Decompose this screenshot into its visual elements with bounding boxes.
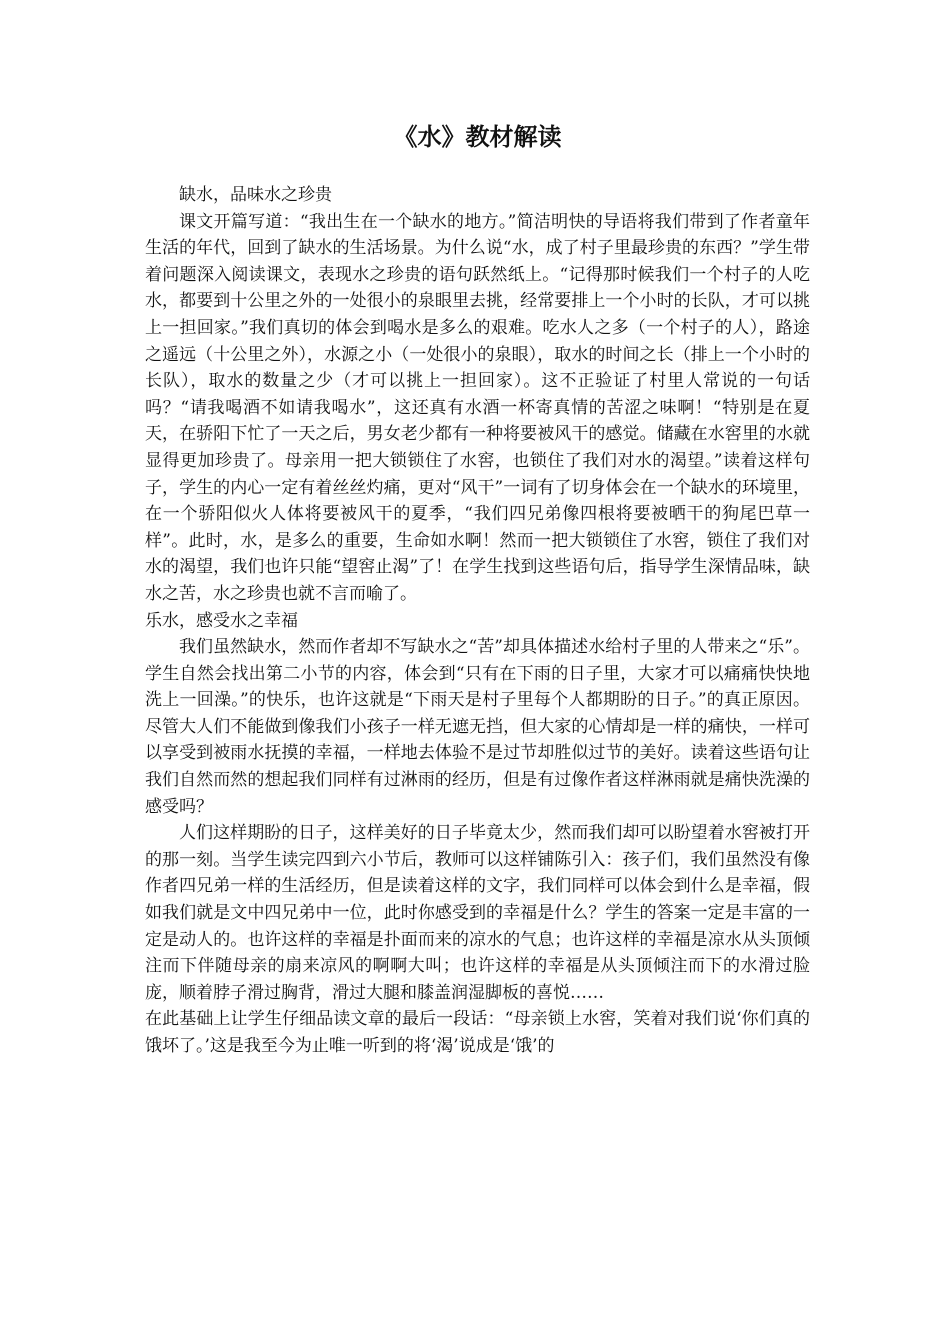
paragraph-joy-water-1: 我们虽然缺水，然而作者却不写缺水之“苦”却具体描述水给村子里的人带来之“乐”。学生自然会找出第二小节的内容，体会到“只有在下雨的日子里，大家才可以痛痛快快地洗上一回澡。”的快乐，也许这就是“下雨天是村子里每个人都期盼的日子。”的真正原因。尽管大人们不能做到像我们小孩子一样无遮无挡，但大家的心情却是一样的痛快，一样可以享受到被雨水抚摸的幸福，一样地去体验不是过节却胜似过节的美好。读着这些语句让我们自然而然的想起我们同样有过淋雨的经历，但是有过像作者这样淋雨就是痛快洗澡的感受吗？ xyxy=(145,637,810,817)
paragraph-joy-water-2: 人们这样期盼的日子，这样美好的日子毕竟太少，然而我们却可以盼望着水窖被打开的那一刻。当学生读完四到六小节后，教师可以这样铺陈引入：孩子们，我们虽然没有像作者四兄弟一样的生活经历，但是读着这样的文字，我们同样可以体会到什么是幸福，假如我们就是文中四兄弟中一位，此时你感受到的幸福是什么？学生的答案一定是丰富的一定是动人的。也许这样的幸福是扑面而来的凉水的气息；也许这样的幸福是凉水从头顶倾注而下伴随母亲的扇来凉风的啊啊大叫；也许这样的幸福是从头顶倾注而下的水滑过脸庞，顺着脖子滑过胸背，滑过大腿和膝盖润湿脚板的喜悦…… xyxy=(145,823,810,1003)
document-body xyxy=(145,182,810,1060)
document-page xyxy=(145,0,810,1344)
paragraph-lack-water: 课文开篇写道：“我出生在一个缺水的地方。”简洁明快的导语将我们带到了作者童年生活的年代，回到了缺水的生活场景。为什么说“水，成了村子里最珍贵的东西？”学生带着问题深入阅读课文，表现水之珍贵的语句跃然纸上。“记得那时候我们一个村子的人吃水，都要到十公里之外的一处很小的泉眼里去挑，经常要排上一个小时的长队，才可以挑上一担回家。”我们真切的体会到喝水是多么的艰难。吃水人之多（一个村子的人），路途之遥远（十公里之外），水源之小（一处很小的泉眼），取水的时间之长（排上一个小时的长队），取水的数量之少（才可以挑上一担回家）。这不正验证了村里人常说的一句话吗？“请我喝酒不如请我喝水”，这还真有水酒一杯寄真情的苦涩之味啊！“特别是在夏天，在骄阳下忙了一天之后，男女老少都有一种将要被风干的感觉。储藏在水窖里的水就显得更加珍贵了。母亲用一把大锁锁住了水窖，也锁住了我们对水的渴望。”读着这样句子，学生的内心一定有着丝丝灼痛，更对“风干”一词有了切身体会在一个缺水的环境里，在一个骄阳似火人体将要被风干的夏季，“我们四兄弟像四根将要被晒干的狗尾巴草一样”。此时，水，是多么的重要，生命如水啊！然而一把大锁锁住了水窖，锁住了我们对水的渴望，我们也许只能“望窖止渴”了！在学生找到这些语句后，指导学生深情品味，缺水之苦，水之珍贵也就不言而喻了。 xyxy=(145,211,810,604)
document-title: 《水》教材解读 xyxy=(393,123,562,151)
section-heading-lack-water: 缺水，品味水之珍贵 xyxy=(179,185,332,205)
section-heading-joy-water: 乐水，感受水之幸福 xyxy=(145,610,298,631)
paragraph-joy-water-3: 在此基础上让学生仔细品读文章的最后一段话：“母亲锁上水窖，笑着对我们说‘你们真的饿坏了。’这是我至今为止唯一听到的将‘渴’说成是‘饿’的 xyxy=(145,1009,810,1056)
